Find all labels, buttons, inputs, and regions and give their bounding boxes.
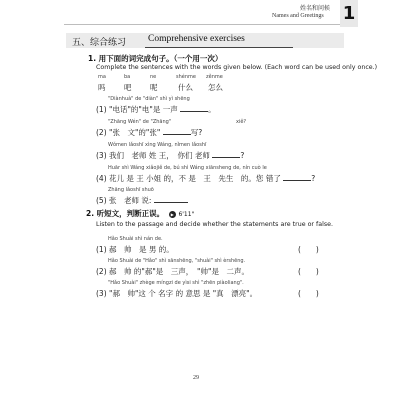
word-hanzi-5: 怎么	[208, 83, 223, 92]
section-title-zh: 五、综合练习	[72, 38, 127, 48]
answer-blank[interactable]	[163, 127, 191, 135]
ex1-item2-pinyin: "Zhāng Wén" de "Zhāng"	[108, 119, 172, 125]
item-end: 写?	[190, 128, 203, 137]
item-text: "张 文"的"张"	[109, 128, 161, 137]
exercise2-title-row	[86, 208, 194, 219]
exercise2-title: 2. 听短文，判断正误。	[86, 209, 165, 218]
section-title-en: Comprehensive exercises	[148, 34, 245, 44]
ex2-item3	[96, 288, 257, 299]
answer-blank[interactable]	[212, 150, 240, 158]
lesson-number: 1	[340, 0, 358, 27]
word-hanzi-1: 吗	[98, 83, 106, 92]
section-underline	[145, 47, 293, 48]
item-text: "郝 帅"这 个 名字 的 意思 是 "真 漂亮"。	[109, 289, 258, 298]
exercise1-instruction: Complete the sentences with the words given below. (Each word can be used only once.)	[96, 64, 378, 71]
header-title-en: Names and Greetings	[272, 13, 324, 19]
item-end: ?	[311, 174, 316, 183]
ex2-item3-pinyin: "Hǎo Shuài" zhège míngzi de yìsi shì "zhēn piàoliang".	[108, 280, 244, 286]
word-hanzi-3: 呢	[150, 83, 158, 92]
item-text: 我们 老师 姓 王， 你们 老师	[109, 151, 210, 160]
audio-play-icon[interactable]: ▶	[170, 211, 174, 217]
audio-timestamp: 6'11"	[178, 211, 195, 218]
ex1-item1-pinyin: "Diànhuà" de "diàn" shì yì shēng	[108, 96, 190, 102]
word-pinyin-4: shénme	[176, 74, 196, 80]
item-text: 花儿 是 王 小姐 的，不 是 王 先生 的。您 错了	[109, 174, 281, 183]
item-number: (4)	[96, 174, 107, 183]
item-end: 。	[208, 105, 216, 114]
answer-blank[interactable]	[283, 173, 311, 181]
ex2-item1	[96, 244, 174, 255]
ex2-item1-pinyin: Hǎo Shuài shì nán de.	[108, 236, 163, 242]
word-pinyin-2: ba	[124, 74, 131, 80]
answer-parentheses[interactable]: ( )	[298, 267, 319, 276]
item-text: "电话"的"电"是 一声	[109, 105, 178, 114]
item-number: (1)	[96, 245, 107, 254]
item-number: (3)	[96, 151, 107, 160]
answer-parentheses[interactable]: ( )	[298, 245, 319, 254]
ex1-item3	[96, 150, 244, 161]
ex2-item2	[96, 266, 249, 277]
word-pinyin-5: zěnme	[206, 74, 223, 80]
answer-blank[interactable]	[180, 104, 208, 112]
item-number: (5)	[96, 196, 107, 205]
ex1-item4-pinyin: Huār shì Wáng xiǎojiě de, bú shì Wáng xiānsheng de, nín cuò le	[108, 165, 267, 171]
ex1-item3-pinyin: Wǒmen lǎoshī xìng Wáng, nǐmen lǎoshī	[108, 142, 207, 148]
word-pinyin-1: ma	[98, 74, 106, 80]
item-text: 张 老师 说	[109, 196, 149, 205]
item-number: (1)	[96, 105, 107, 114]
exercise1-title: 1. 用下面的词完成句子。（一个用一次）	[88, 54, 223, 63]
item-text: 郝 帅 的"郝"是 三声， "帅"是 二声。	[109, 267, 249, 276]
ex1-item1	[96, 104, 216, 115]
exercise2-instruction: Listen to the passage and decide whether the statements are true or false.	[96, 221, 333, 228]
ex1-item5-pinyin: Zhāng lǎoshī shuō	[108, 187, 154, 193]
word-pinyin-3: ne	[150, 74, 157, 80]
page-number: 29	[193, 375, 199, 381]
answer-blank[interactable]	[154, 195, 188, 203]
item-number: (3)	[96, 289, 107, 298]
ex1-item4	[96, 173, 315, 184]
item-end: ?	[240, 151, 245, 160]
answer-parentheses[interactable]: ( )	[298, 289, 319, 298]
item-number: (2)	[96, 128, 107, 137]
header-title-zh: 姓名和问候	[300, 5, 331, 12]
word-hanzi-4: 什么	[178, 83, 193, 92]
ex1-item2-pinyin-end: xiě?	[236, 119, 247, 125]
ex1-item2	[96, 127, 202, 138]
item-number: (2)	[96, 267, 107, 276]
word-hanzi-2: 吧	[124, 83, 132, 92]
ex2-item2-pinyin: Hǎo Shuài de "Hǎo" shì sānshēng, "shuài" shì èrshēng.	[108, 258, 246, 264]
ex1-item5	[96, 195, 188, 206]
item-end: :	[148, 196, 152, 205]
header-divider	[64, 24, 340, 25]
item-text: 郝 帅 是 男 的。	[109, 245, 174, 254]
